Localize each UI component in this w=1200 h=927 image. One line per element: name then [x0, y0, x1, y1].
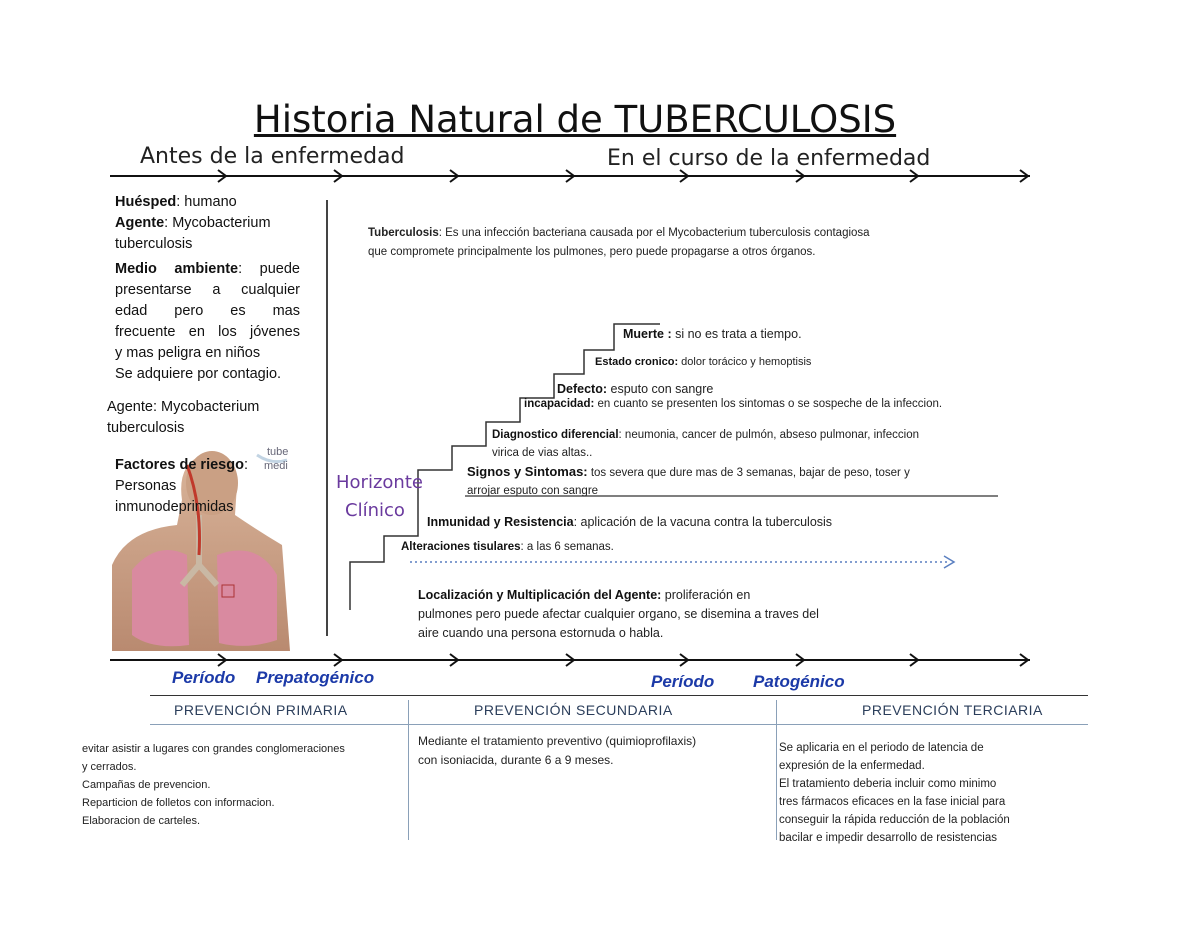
stage-differential: [492, 426, 982, 462]
prevention-primary-title: PREVENCIÓN PRIMARIA: [174, 702, 348, 718]
prevention-divider-2: [776, 700, 777, 840]
prevention-divider-1: [408, 700, 409, 840]
environment-line: frecuente en los jóvenes: [115, 324, 300, 340]
environment-line: y mas peligra en niños: [115, 345, 261, 361]
prevention-tertiary-text: [779, 739, 1079, 847]
risk-line: Personas: [115, 478, 177, 494]
host-label: Huésped: [115, 194, 177, 210]
vertical-divider: [326, 200, 328, 636]
definition-label: Tuberculosis: [368, 227, 439, 239]
prevention-secondary-line: con isoniacida, durante 6 a 9 meses.: [418, 753, 614, 767]
stage-death: [623, 327, 802, 341]
stage-defect-text: esputo con sangre: [607, 382, 714, 396]
stage-disability-text: en cuanto se presenten los sintomas o se sospeche de la infeccion.: [594, 398, 943, 410]
period-prepathogenic-2: Prepatogénico: [256, 668, 375, 687]
agent-block-2: [107, 397, 297, 439]
prevention-primary-text: [82, 740, 402, 830]
environment-line: presentarse a cualquier: [115, 282, 300, 298]
prevention-tertiary-line: conseguir la rápida reducción de la población: [779, 814, 1010, 826]
period-pathogenic-1: Período: [651, 672, 715, 691]
stage-signs: [467, 463, 987, 500]
stage-localization-text-3: aire cuando una persona estornuda o habla.: [418, 626, 664, 640]
bottom-arrow-timeline: [110, 650, 1040, 670]
stage-defect: [557, 382, 713, 396]
agent-value: : Mycobacterium: [164, 215, 271, 231]
agent2-value-2: tuberculosis: [107, 420, 185, 436]
stage-tissue: [401, 541, 614, 553]
prevention-primary-line: Elaboracion de carteles.: [82, 815, 201, 827]
stage-immunity-text: : aplicación de la vacuna contra la tuberculosis: [573, 515, 833, 529]
stage-defect-label: Defecto:: [557, 382, 608, 396]
agent2-value: : Mycobacterium: [152, 399, 260, 415]
top-arrow-timeline: [110, 166, 1040, 186]
host-value: : humano: [176, 194, 237, 210]
page-title: Historia Natural de TUBERCULOSIS: [253, 98, 897, 141]
risk-colon: :: [243, 457, 248, 473]
period-pathogenic-2: Patogénico: [753, 672, 845, 691]
prevention-secondary-title: PREVENCIÓN SECUNDARIA: [474, 702, 673, 718]
environment-label: Medio ambiente: [115, 261, 239, 277]
prevention-tertiary-title: PREVENCIÓN TERCIARIA: [862, 702, 1043, 718]
stage-death-label: Muerte :: [623, 327, 672, 341]
stage-signs-text-2: arrojar esputo con sangre: [467, 485, 599, 497]
stage-disability: [524, 398, 942, 410]
prevention-tertiary-line: El tratamiento deberia incluir como minimo: [779, 778, 997, 790]
period-prepathogenic-1: Período: [172, 668, 236, 687]
environment-line: edad pero es mas: [115, 303, 300, 319]
stage-chronic-label: Estado cronico:: [595, 356, 679, 368]
stage-disability-label: incapacidad:: [524, 398, 595, 410]
clinical-horizon-line2: Clínico: [345, 500, 405, 521]
phase-during-heading: En el curso de la enfermedad: [607, 146, 931, 171]
image-text-tube: tube: [267, 446, 289, 458]
stage-death-text: si no es trata a tiempo.: [671, 327, 802, 341]
stage-signs-label: Signos y Sintomas:: [467, 464, 588, 479]
clinical-horizon-line1: Horizonte: [336, 472, 423, 493]
prevention-tertiary-line: Se aplicaria en el periodo de latencia de: [779, 742, 984, 754]
host-block: [115, 192, 300, 385]
stage-tissue-text: : a las 6 semanas.: [520, 541, 614, 553]
stage-differential-text-2: virica de vias altas..: [492, 447, 593, 459]
stage-differential-label: Diagnostico diferencial: [492, 429, 619, 441]
phase-before-heading: Antes de la enfermedad: [140, 144, 405, 169]
stage-chronic-text: dolor torácico y hemoptisis: [678, 356, 812, 368]
risk-block: [115, 455, 295, 518]
stage-localization-label: Localización y Multiplicación del Agente:: [418, 588, 662, 602]
image-text-medi: medi: [264, 460, 288, 472]
prevention-top-rule: [150, 695, 1088, 696]
agent-value-2: tuberculosis: [115, 236, 193, 252]
prevention-secondary-text: [418, 732, 763, 770]
prevention-primary-line: Campañas de prevencion.: [82, 779, 211, 791]
prevention-primary-line: Reparticion de folletos con informacion.: [82, 797, 275, 809]
environment-line: Se adquiere por contagio.: [115, 366, 282, 382]
risk-line: inmunodeprimidas: [115, 499, 234, 515]
stage-tissue-label: Alteraciones tisulares: [401, 541, 521, 553]
risk-label: Factores de riesgo: [115, 457, 244, 473]
prevention-header-rule: [150, 724, 1088, 725]
stage-differential-text: : neumonia, cancer de pulmón, abseso pulmonar, infeccion: [618, 429, 919, 441]
definition-text: [368, 224, 888, 262]
stage-localization: [418, 586, 898, 643]
stage-immunity: [427, 515, 832, 529]
agent-label: Agente: [115, 215, 165, 231]
agent2-label: Agente: [107, 399, 153, 415]
stage-chronic: [595, 356, 811, 368]
prevention-secondary-line: Mediante el tratamiento preventivo (quimioprofilaxis): [418, 734, 697, 748]
stage-localization-text: proliferación en: [661, 588, 751, 602]
prevention-tertiary-line: expresión de la enfermedad.: [779, 760, 925, 772]
stage-immunity-label: Inmunidad y Resistencia: [427, 515, 574, 529]
prevention-tertiary-line: tres fármacos eficaces en la fase inicial para: [779, 796, 1006, 808]
stage-localization-text-2: pulmones pero puede afectar cualquier organo, se disemina a traves del: [418, 607, 819, 621]
environment-line: : puede: [238, 261, 300, 277]
prevention-tertiary-line: bacilar e impedir desarrollo de resistencias: [779, 832, 997, 844]
definition-body: : Es una infección bacteriana causada por el Mycobacterium tuberculosis contagiosa que compromete principalmente los pulmones, pero puede propagarse a otros órganos.: [368, 227, 870, 258]
prevention-primary-line: evitar asistir a lugares con grandes conglomeraciones: [82, 743, 345, 755]
prevention-primary-line: y cerrados.: [82, 761, 137, 773]
stage-signs-text: tos severa que dure mas de 3 semanas, bajar de peso, toser y: [587, 467, 910, 479]
